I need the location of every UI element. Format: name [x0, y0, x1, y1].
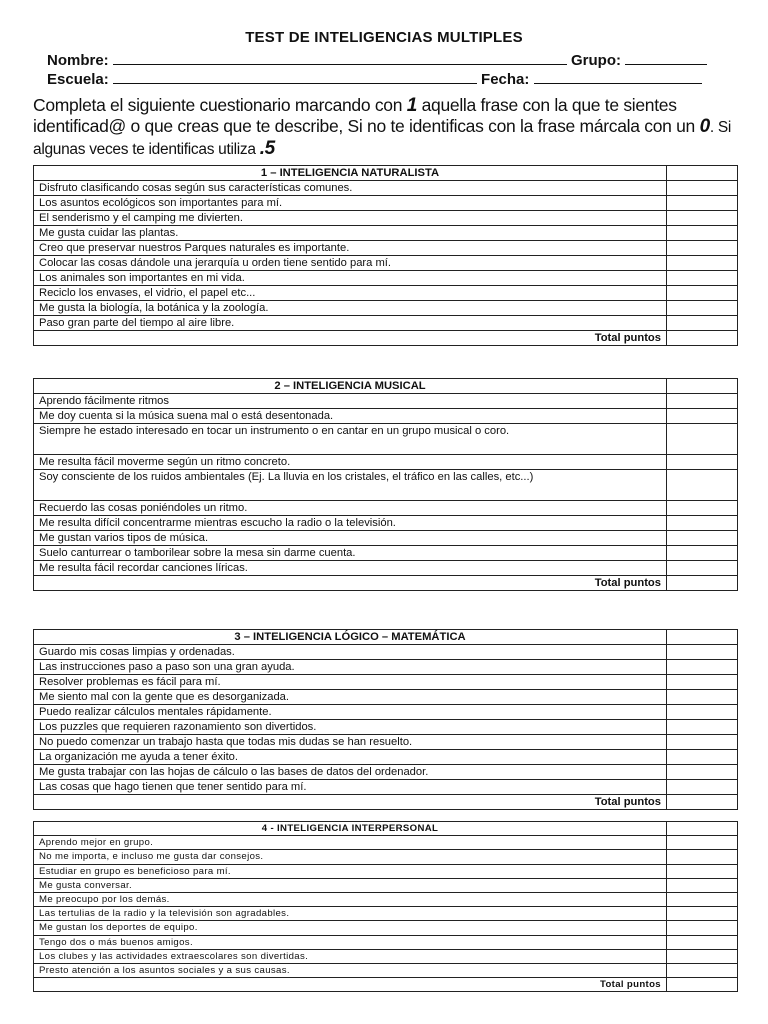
score-cell[interactable]: [667, 379, 738, 394]
question-item: Guardo mis cosas limpias y ordenadas.: [34, 645, 667, 660]
question-item: Los puzzles que requieren razonamiento son divertidos.: [34, 720, 667, 735]
nombre-field[interactable]: [113, 51, 567, 65]
score-cell[interactable]: [667, 949, 738, 963]
question-item: Los animales son importantes en mi vida.: [34, 271, 667, 286]
total-label: Total puntos: [34, 795, 667, 810]
score-cell[interactable]: [667, 675, 738, 690]
score-cell[interactable]: [667, 780, 738, 795]
question-item: Me gusta la biología, la botánica y la zoología.: [34, 301, 667, 316]
question-item: Siempre he estado interesado en tocar un instrumento o en cantar en un grupo musical o coro.: [34, 424, 667, 455]
score-cell[interactable]: [667, 935, 738, 949]
score-cell[interactable]: [667, 878, 738, 892]
instructions-value-one: 1: [406, 95, 418, 116]
score-cell[interactable]: [667, 531, 738, 546]
question-item: Presto atención a los asuntos sociales y a sus causas.: [34, 964, 667, 978]
score-cell[interactable]: [667, 455, 738, 470]
score-cell[interactable]: [667, 850, 738, 864]
score-cell[interactable]: [667, 750, 738, 765]
score-cell[interactable]: [667, 561, 738, 576]
section-naturalista-table: [33, 165, 738, 346]
instructions-value-half: .5: [259, 138, 275, 159]
score-cell[interactable]: [667, 630, 738, 645]
score-cell[interactable]: [667, 645, 738, 660]
score-cell[interactable]: [667, 424, 738, 455]
section-heading: 4 - INTELIGENCIA INTERPERSONAL: [34, 822, 667, 836]
fecha-label: Fecha:: [481, 71, 530, 88]
score-cell[interactable]: [667, 470, 738, 501]
question-item: Suelo canturrear o tamborilear sobre la mesa sin darme cuenta.: [34, 546, 667, 561]
question-item: Me gusta trabajar con las hojas de cálculo o las bases de datos del ordenador.: [34, 765, 667, 780]
question-item: Me resulta difícil concentrarme mientras escucho la radio o la televisión.: [34, 516, 667, 531]
score-cell[interactable]: [667, 256, 738, 271]
score-cell[interactable]: [667, 181, 738, 196]
question-item: Soy consciente de los ruidos ambientales (Ej. La lluvia en los cristales, el tráfico en las calles, etc...): [34, 470, 667, 501]
instructions-text-1: Completa el siguiente cuestionario marcando con: [33, 95, 407, 115]
question-item: Me gustan los deportes de equipo.: [34, 921, 667, 935]
score-cell[interactable]: [667, 409, 738, 424]
question-item: Me resulta fácil recordar canciones líricas.: [34, 561, 667, 576]
question-item: Me gusta cuidar las plantas.: [34, 226, 667, 241]
section-interpersonal-table: [33, 821, 738, 992]
question-item: Estudiar en grupo es beneficioso para mí.: [34, 864, 667, 878]
score-cell[interactable]: [667, 301, 738, 316]
question-item: Aprendo fácilmente ritmos: [34, 394, 667, 409]
score-cell[interactable]: [667, 166, 738, 181]
total-score-cell[interactable]: [667, 795, 738, 810]
escuela-fecha-line: [47, 70, 717, 88]
question-item: Tengo dos o más buenos amigos.: [34, 935, 667, 949]
question-item: Las instrucciones paso a paso son una gran ayuda.: [34, 660, 667, 675]
section-logico-matematica-table: [33, 629, 738, 810]
question-item: Paso gran parte del tiempo al aire libre.: [34, 316, 667, 331]
section-heading: 2 – INTELIGENCIA MUSICAL: [34, 379, 667, 394]
question-item: Me preocupo por los demás.: [34, 893, 667, 907]
instructions-text-2: aquella frase con la que te sientes identificad@ o que creas que te describe, Si no te identificas con la frase márcala con un: [33, 95, 700, 136]
score-cell[interactable]: [667, 271, 738, 286]
question-item: No puedo comenzar un trabajo hasta que todas mis dudas se han resuelto.: [34, 735, 667, 750]
question-item: El senderismo y el camping me divierten.: [34, 211, 667, 226]
score-cell[interactable]: [667, 735, 738, 750]
section-heading: 3 – INTELIGENCIA LÓGICO – MATEMÁTICA: [34, 630, 667, 645]
section-musical-table: [33, 378, 738, 591]
question-item: Puedo realizar cálculos mentales rápidamente.: [34, 705, 667, 720]
instructions: [33, 95, 753, 160]
question-item: Las tertulias de la radio y la televisión son agradables.: [34, 907, 667, 921]
question-item: Reciclo los envases, el vidrio, el papel etc...: [34, 286, 667, 301]
score-cell[interactable]: [667, 864, 738, 878]
score-cell[interactable]: [667, 241, 738, 256]
score-cell[interactable]: [667, 196, 738, 211]
fecha-field[interactable]: [534, 70, 702, 84]
question-item: Me siento mal con la gente que es desorganizada.: [34, 690, 667, 705]
instructions-text-3: . Si algunas veces te identificas utiliza: [33, 119, 732, 158]
score-cell[interactable]: [667, 394, 738, 409]
score-cell[interactable]: [667, 893, 738, 907]
total-label: Total puntos: [34, 331, 667, 346]
score-cell[interactable]: [667, 836, 738, 850]
score-cell[interactable]: [667, 516, 738, 531]
question-item: Creo que preservar nuestros Parques naturales es importante.: [34, 241, 667, 256]
question-item: Los asuntos ecológicos son importantes para mí.: [34, 196, 667, 211]
page-title: TEST DE INTELIGENCIAS MULTIPLES: [245, 29, 523, 46]
score-cell[interactable]: [667, 822, 738, 836]
instructions-value-zero: 0: [699, 116, 710, 137]
question-item: Aprendo mejor en grupo.: [34, 836, 667, 850]
escuela-field[interactable]: [113, 70, 477, 84]
score-cell[interactable]: [667, 226, 738, 241]
score-cell[interactable]: [667, 501, 738, 516]
score-cell[interactable]: [667, 316, 738, 331]
escuela-label: Escuela:: [47, 71, 109, 88]
score-cell[interactable]: [667, 546, 738, 561]
score-cell[interactable]: [667, 964, 738, 978]
score-cell[interactable]: [667, 211, 738, 226]
grupo-label: Grupo:: [571, 52, 622, 69]
question-item: Resolver problemas es fácil para mí.: [34, 675, 667, 690]
section-heading: 1 – INTELIGENCIA NATURALISTA: [34, 166, 667, 181]
question-item: Me doy cuenta si la música suena mal o está desentonada.: [34, 409, 667, 424]
score-cell[interactable]: [667, 907, 738, 921]
score-cell[interactable]: [667, 921, 738, 935]
score-cell[interactable]: [667, 765, 738, 780]
score-cell[interactable]: [667, 720, 738, 735]
score-cell[interactable]: [667, 690, 738, 705]
question-item: La organización me ayuda a tener éxito.: [34, 750, 667, 765]
score-cell[interactable]: [667, 660, 738, 675]
question-item: Me gusta conversar.: [34, 878, 667, 892]
question-item: Las cosas que hago tienen que tener sentido para mí.: [34, 780, 667, 795]
question-item: Me resulta fácil moverme según un ritmo concreto.: [34, 455, 667, 470]
question-item: Recuerdo las cosas poniéndoles un ritmo.: [34, 501, 667, 516]
question-item: No me importa, e incluso me gusta dar consejos.: [34, 850, 667, 864]
total-label: Total puntos: [34, 978, 667, 992]
nombre-label: Nombre:: [47, 52, 109, 69]
score-cell[interactable]: [667, 286, 738, 301]
total-score-cell[interactable]: [667, 576, 738, 591]
question-item: Disfruto clasificando cosas según sus características comunes.: [34, 181, 667, 196]
question-item: Los clubes y las actividades extraescolares son divertidas.: [34, 949, 667, 963]
grupo-field[interactable]: [625, 51, 707, 65]
total-label: Total puntos: [34, 576, 667, 591]
question-item: Colocar las cosas dándole una jerarquía u orden tiene sentido para mí.: [34, 256, 667, 271]
nombre-grupo-line: [47, 51, 717, 69]
question-item: Me gustan varios tipos de música.: [34, 531, 667, 546]
total-score-cell[interactable]: [667, 978, 738, 992]
score-cell[interactable]: [667, 705, 738, 720]
total-score-cell[interactable]: [667, 331, 738, 346]
